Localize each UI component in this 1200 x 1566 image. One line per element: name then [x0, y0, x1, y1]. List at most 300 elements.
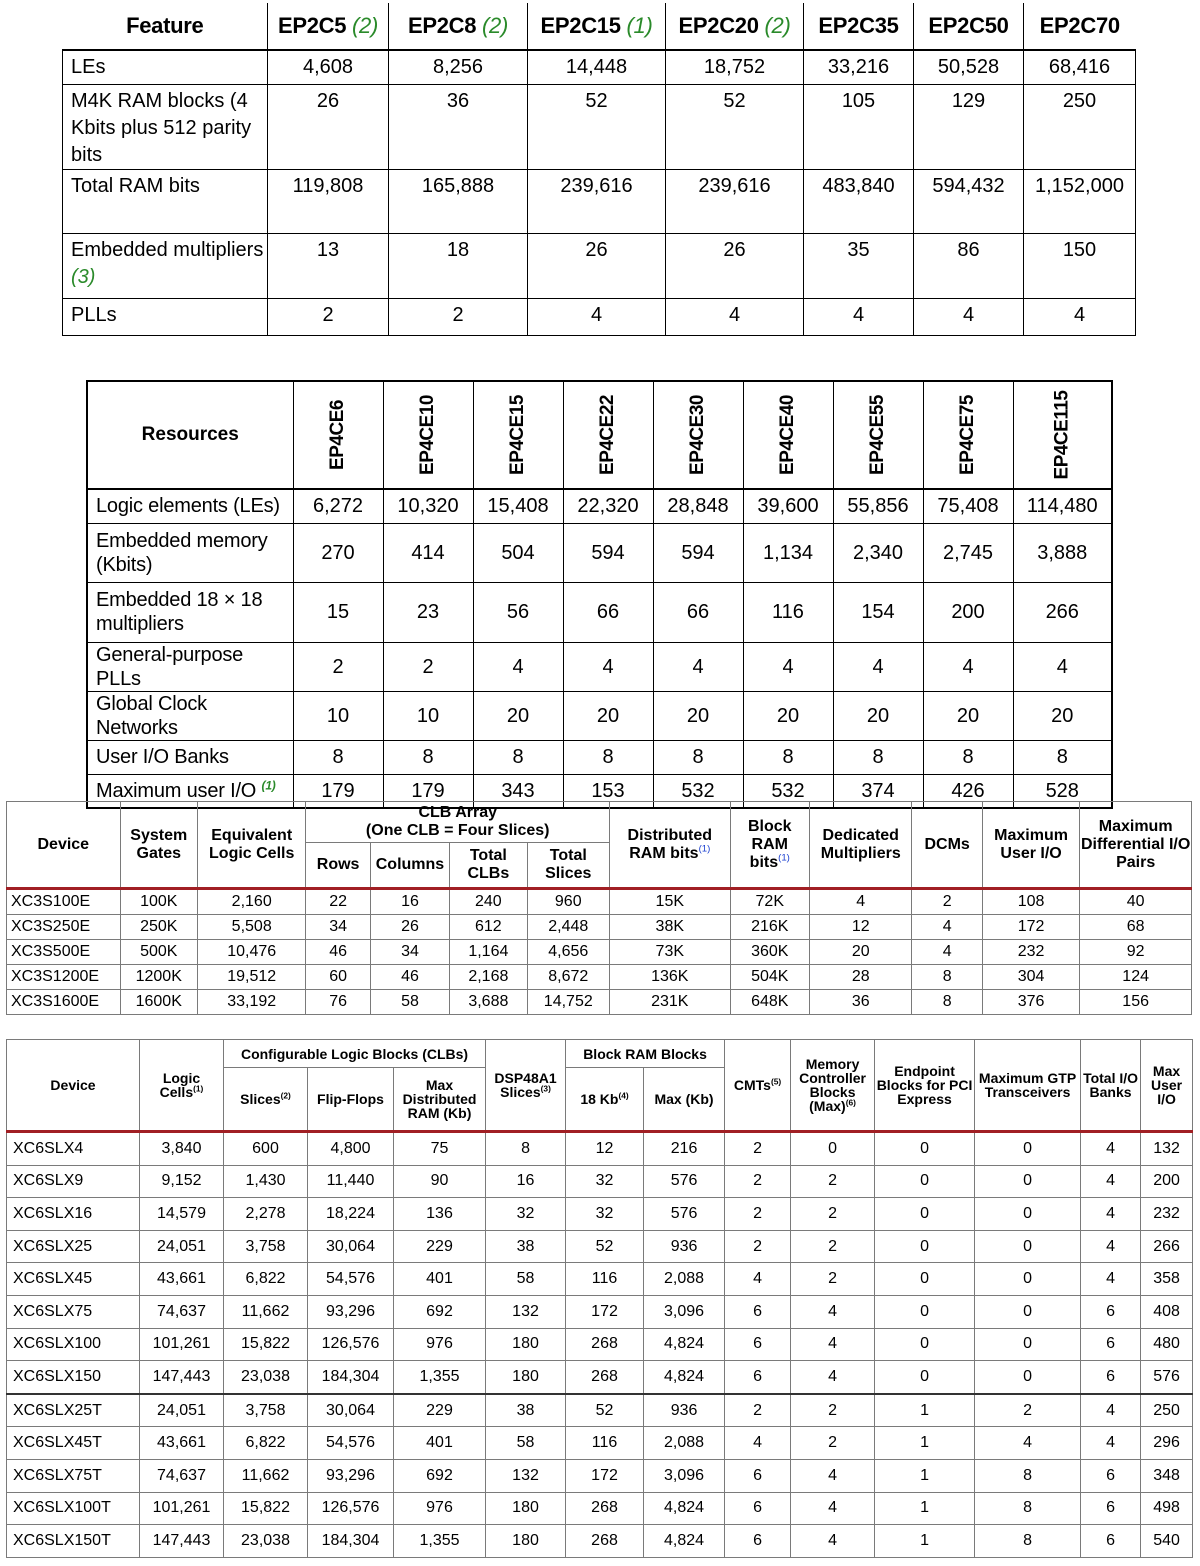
table-cell: 101,261 — [140, 1492, 224, 1525]
table-cell: 4 — [666, 298, 804, 335]
table-cell: 3,888 — [1013, 523, 1112, 582]
table-cell: 26 — [666, 233, 804, 298]
table-cell: 4 — [923, 642, 1013, 691]
table-cell: 374 — [833, 774, 923, 808]
table-cell: 3,840 — [140, 1132, 224, 1166]
row-label — [87, 582, 293, 642]
table-cell: 936 — [644, 1394, 725, 1427]
table-cell: 38K — [609, 915, 730, 940]
table-cell: 4,800 — [308, 1132, 394, 1166]
table-cell: 108 — [982, 889, 1079, 915]
row-label — [87, 691, 293, 740]
table-cell: 20 — [1013, 691, 1112, 740]
table-cell: 68 — [1080, 915, 1192, 940]
table-cell: 92 — [1080, 940, 1192, 965]
table-cell: 6 — [725, 1361, 791, 1394]
table-cell: 0 — [875, 1132, 975, 1166]
table-cell: 4,608 — [268, 50, 389, 84]
table-cell: 0 — [975, 1328, 1081, 1361]
table-cell: 6 — [725, 1295, 791, 1328]
table-cell: 101,261 — [140, 1328, 224, 1361]
table-cell: 10,320 — [383, 489, 473, 523]
equivalent-logic-cells-header: Equivalent Logic Cells — [197, 802, 306, 889]
device-cell: XC6SLX150T — [7, 1525, 140, 1558]
table-cell: 0 — [975, 1295, 1081, 1328]
table-cell: 2 — [791, 1427, 875, 1460]
table-cell: 24,051 — [140, 1394, 224, 1427]
table-cell: 268 — [566, 1492, 644, 1525]
column-header — [1013, 381, 1112, 489]
table-cell: 576 — [644, 1165, 725, 1198]
table-cell: 180 — [486, 1361, 566, 1394]
table-cell: 16 — [370, 889, 449, 915]
table-cell: 4 — [809, 889, 912, 915]
table-cell: 268 — [566, 1525, 644, 1558]
table-row — [87, 691, 1112, 740]
table-cell: 136K — [609, 965, 730, 990]
row-label-text: PLLs — [71, 303, 117, 326]
table-cell: 28 — [809, 965, 912, 990]
table-cell: 2,088 — [644, 1263, 725, 1296]
table-cell: 239,616 — [666, 169, 804, 233]
table-cell: 0 — [875, 1165, 975, 1198]
table-cell: 35 — [804, 233, 914, 298]
column-header — [383, 381, 473, 489]
footnote-ref: (3) — [71, 265, 96, 288]
table-cell: 8 — [975, 1525, 1081, 1558]
table-cell: 0 — [975, 1165, 1081, 1198]
table-cell: 4 — [791, 1295, 875, 1328]
footnote-ref: (2) — [352, 13, 379, 38]
table-row — [63, 84, 1136, 169]
max-user-io-header: Maximum User I/O — [982, 802, 1079, 889]
table-cell: 0 — [875, 1361, 975, 1394]
table-cell: 132 — [486, 1459, 566, 1492]
table-cell: 66 — [563, 582, 653, 642]
column-header — [293, 381, 383, 489]
column-header — [268, 3, 389, 50]
table-body — [7, 889, 1192, 1015]
table-row — [7, 940, 1192, 965]
table-cell: 55,856 — [833, 489, 923, 523]
table-cell: 75 — [394, 1132, 486, 1166]
table-cell: 232 — [982, 940, 1079, 965]
table-row — [7, 1198, 1193, 1231]
column-header-label: Feature — [126, 13, 204, 38]
device-cell: XC6SLX150 — [7, 1361, 140, 1394]
cmts-header: CMTs$^{(5)}$ — [725, 1040, 791, 1132]
column-header — [63, 3, 268, 50]
table-cell: 540 — [1141, 1525, 1193, 1558]
table-cell: 14,448 — [528, 50, 666, 84]
column-header — [923, 381, 1013, 489]
column-header-label: EP2C15 — [540, 13, 621, 38]
device-cell: XC6SLX9 — [7, 1165, 140, 1198]
table-cell: 268 — [566, 1328, 644, 1361]
table-cell: 8 — [975, 1459, 1081, 1492]
table-cell: 20 — [473, 691, 563, 740]
table-body — [63, 50, 1136, 335]
table-row — [7, 1328, 1193, 1361]
table-row — [7, 1427, 1193, 1460]
table-cell: 6,822 — [224, 1427, 308, 1460]
table-cell: 1 — [875, 1459, 975, 1492]
row-label-text: General-purpose PLLs — [96, 643, 244, 690]
table-cell: 4 — [1081, 1132, 1141, 1166]
table-cell: 576 — [644, 1198, 725, 1231]
table-cell: 14,752 — [527, 990, 609, 1015]
table-cell: 10 — [293, 691, 383, 740]
table-cell: 4 — [914, 298, 1024, 335]
pcie-endpoint-header: Endpoint Blocks for PCI Express — [875, 1040, 975, 1132]
table-cell: 34 — [306, 915, 370, 940]
table-cell: 250K — [120, 915, 197, 940]
table-row — [87, 642, 1112, 691]
column-header-label: EP2C5 — [277, 13, 347, 38]
table-cell: 304 — [982, 965, 1079, 990]
table-cell: 200 — [923, 582, 1013, 642]
bram-max-kb-header: Max (Kb) — [644, 1068, 725, 1132]
table-cell: 200 — [1141, 1165, 1193, 1198]
table-cell: 32 — [486, 1198, 566, 1231]
row-label — [87, 642, 293, 691]
table-row — [63, 233, 1136, 298]
table-cell: 2 — [293, 642, 383, 691]
table-cell: 2 — [791, 1198, 875, 1231]
table-cell: 408 — [1141, 1295, 1193, 1328]
table-cell: 14,579 — [140, 1198, 224, 1231]
table-cell: 3,688 — [450, 990, 527, 1015]
table-cell: 0 — [975, 1263, 1081, 1296]
table-cell: 4 — [1081, 1230, 1141, 1263]
table-cell: 74,637 — [140, 1459, 224, 1492]
table-cell: 4 — [1081, 1165, 1141, 1198]
max-diff-io-header: Maximum Differential I/O Pairs — [1080, 802, 1192, 889]
row-label-text: LEs — [71, 56, 106, 78]
column-header-label: EP4CE6 — [327, 400, 348, 470]
device-cell: XC6SLX4 — [7, 1132, 140, 1166]
table-cell: 15K — [609, 889, 730, 915]
table-cell: 976 — [394, 1492, 486, 1525]
table-cell: 66 — [653, 582, 743, 642]
column-header — [666, 3, 804, 50]
table-cell: 498 — [1141, 1492, 1193, 1525]
column-header — [833, 381, 923, 489]
table-cell: 3,096 — [644, 1295, 725, 1328]
table-cell: 43,661 — [140, 1263, 224, 1296]
column-header-label: EP2C70 — [1039, 13, 1120, 38]
device-cell: XC3S1600E — [7, 990, 121, 1015]
table-cell: 5,508 — [197, 915, 306, 940]
device-cell: XC3S500E — [7, 940, 121, 965]
table-cell: 15,822 — [224, 1328, 308, 1361]
table-cell: 4 — [1081, 1198, 1141, 1231]
table-cell: 23,038 — [224, 1525, 308, 1558]
table-cell: 1 — [875, 1427, 975, 1460]
table-cell: 6 — [1081, 1295, 1141, 1328]
table-row — [7, 915, 1192, 940]
table-row — [87, 489, 1112, 523]
table-cell: 114,480 — [1013, 489, 1112, 523]
table-cell: 0 — [875, 1295, 975, 1328]
table-row — [7, 889, 1192, 915]
table-cell: 594 — [563, 523, 653, 582]
table-cell: 75,408 — [923, 489, 1013, 523]
table-cell: 165,888 — [389, 169, 528, 233]
column-header-label: EP2C35 — [818, 13, 899, 38]
table-cell: 33,216 — [804, 50, 914, 84]
table-cell: 2 — [389, 298, 528, 335]
column-header — [743, 381, 833, 489]
spartan-6-table — [6, 1039, 1193, 1558]
table-cell: 147,443 — [140, 1525, 224, 1558]
table-cell: 58 — [486, 1427, 566, 1460]
table-cell: 6 — [725, 1459, 791, 1492]
table-row — [7, 965, 1192, 990]
table-row — [63, 50, 1136, 84]
table-cell: 2,448 — [527, 915, 609, 940]
table-row — [7, 1361, 1193, 1394]
table-cell: 594 — [653, 523, 743, 582]
table-cell: 26 — [528, 233, 666, 298]
row-label-text: Embedded 18 × 18 multipliers — [96, 589, 263, 635]
table-cell: 6 — [1081, 1492, 1141, 1525]
table-cell: 576 — [1141, 1361, 1193, 1394]
table-cell: 0 — [791, 1132, 875, 1166]
footnote-ref: (1) — [626, 13, 653, 38]
distributed-ram-header: Distributed RAM bits$^{(1)}$ — [609, 802, 730, 889]
table-cell: 216 — [644, 1132, 725, 1166]
column-header-label: EP4CE115 — [1051, 390, 1073, 480]
column-header-label: EP2C20 — [678, 13, 759, 38]
table-cell: 30,064 — [308, 1394, 394, 1427]
table-cell: 648K — [730, 990, 809, 1015]
table-cell: 376 — [982, 990, 1079, 1015]
table-cell: 11,440 — [308, 1165, 394, 1198]
table-cell: 358 — [1141, 1263, 1193, 1296]
table-cell: 0 — [975, 1361, 1081, 1394]
table-cell: 34 — [370, 940, 449, 965]
table-cell: 1 — [875, 1394, 975, 1427]
table-cell: 8,672 — [527, 965, 609, 990]
table-cell: 36 — [389, 84, 528, 169]
table-cell: 90 — [394, 1165, 486, 1198]
table-cell: 2,160 — [197, 889, 306, 915]
device-header: Device — [7, 802, 121, 889]
table-cell: 3,096 — [644, 1459, 725, 1492]
table-cell: 4 — [791, 1361, 875, 1394]
table-cell: 179 — [293, 774, 383, 808]
table-cell: 4 — [833, 642, 923, 691]
table-cell: 2,278 — [224, 1198, 308, 1231]
table-cell: 23 — [383, 582, 473, 642]
table-cell: 46 — [370, 965, 449, 990]
device-cell: XC3S1200E — [7, 965, 121, 990]
table-cell: 180 — [486, 1492, 566, 1525]
row-label — [87, 740, 293, 774]
device-cell: XC6SLX16 — [7, 1198, 140, 1231]
table-cell: 528 — [1013, 774, 1112, 808]
device-cell: XC6SLX75 — [7, 1295, 140, 1328]
column-header-label: EP2C8 — [407, 13, 477, 38]
max-distributed-ram-header: Max Distributed RAM (Kb) — [394, 1068, 486, 1132]
table-cell: 58 — [486, 1263, 566, 1296]
table-cell: 594,432 — [914, 169, 1024, 233]
table-cell: 504K — [730, 965, 809, 990]
table-cell: 240 — [450, 889, 527, 915]
table-cell: 30,064 — [308, 1230, 394, 1263]
table-cell: 73K — [609, 940, 730, 965]
table-cell: 8 — [912, 990, 982, 1015]
table-cell: 8 — [293, 740, 383, 774]
table-cell: 76 — [306, 990, 370, 1015]
table-cell: 74,637 — [140, 1295, 224, 1328]
table-cell: 266 — [1141, 1230, 1193, 1263]
table-cell: 172 — [566, 1295, 644, 1328]
header-row — [63, 3, 1136, 50]
table-cell: 2 — [383, 642, 473, 691]
memory-controller-header: Memory Controller Blocks (Max)$^{(6)}$ — [791, 1040, 875, 1132]
table-cell: 6 — [1081, 1459, 1141, 1492]
table-cell: 4 — [1081, 1263, 1141, 1296]
table-cell: 68,416 — [1024, 50, 1136, 84]
table-cell: 22,320 — [563, 489, 653, 523]
table-cell: 43,661 — [140, 1427, 224, 1460]
table-cell: 692 — [394, 1295, 486, 1328]
table-cell: 40 — [1080, 889, 1192, 915]
table-cell: 52 — [566, 1230, 644, 1263]
table-row — [63, 169, 1136, 233]
table-cell: 0 — [975, 1230, 1081, 1263]
table-cell: 343 — [473, 774, 563, 808]
table-cell: 3,758 — [224, 1394, 308, 1427]
table-cell: 10 — [383, 691, 473, 740]
table-cell: 180 — [486, 1328, 566, 1361]
table-cell: 231K — [609, 990, 730, 1015]
table-cell: 93,296 — [308, 1459, 394, 1492]
table-cell: 18,752 — [666, 50, 804, 84]
table-cell: 4 — [473, 642, 563, 691]
table-cell: 976 — [394, 1328, 486, 1361]
max-user-io-header: Max User I/O — [1141, 1040, 1193, 1132]
table-cell: 20 — [653, 691, 743, 740]
row-label — [63, 233, 268, 298]
table-cell: 4 — [1081, 1394, 1141, 1427]
table-cell: 9,152 — [140, 1165, 224, 1198]
table-cell: 1,134 — [743, 523, 833, 582]
table-cell: 116 — [743, 582, 833, 642]
table-cell: 116 — [566, 1427, 644, 1460]
column-header-label: EP4CE75 — [956, 395, 978, 475]
table-cell: 8 — [486, 1132, 566, 1166]
table-cell: 12 — [809, 915, 912, 940]
table-cell: 26 — [268, 84, 389, 169]
table-row — [87, 582, 1112, 642]
table-cell: 39,600 — [743, 489, 833, 523]
table-cell: 1,164 — [450, 940, 527, 965]
table-cell: 172 — [982, 915, 1079, 940]
table-cell: 2,088 — [644, 1427, 725, 1460]
table-cell: 56 — [473, 582, 563, 642]
table-cell: 8 — [1013, 740, 1112, 774]
table-cell: 58 — [370, 990, 449, 1015]
column-header-label: EP4CE30 — [686, 395, 708, 475]
table-row — [7, 1492, 1193, 1525]
table-cell: 38 — [486, 1394, 566, 1427]
table-row — [7, 1230, 1193, 1263]
table-cell: 4 — [791, 1459, 875, 1492]
table-cell: 153 — [563, 774, 653, 808]
table-cell: 4 — [791, 1525, 875, 1558]
table-cell: 60 — [306, 965, 370, 990]
table-cell: 4,656 — [527, 940, 609, 965]
table-cell: 20 — [563, 691, 653, 740]
table-cell: 414 — [383, 523, 473, 582]
table-cell: 4,824 — [644, 1492, 725, 1525]
table-cell: 179 — [383, 774, 473, 808]
table-cell: 33,192 — [197, 990, 306, 1015]
table-cell: 266 — [1013, 582, 1112, 642]
column-header-label: EP2C50 — [928, 13, 1009, 38]
table-cell: 32 — [566, 1165, 644, 1198]
table-cell: 250 — [1141, 1394, 1193, 1427]
table-cell: 50,528 — [914, 50, 1024, 84]
table-row — [7, 1525, 1193, 1558]
table-cell: 216K — [730, 915, 809, 940]
column-header-label: EP4CE10 — [416, 395, 438, 475]
table-cell: 360K — [730, 940, 809, 965]
table-cell: 52 — [528, 84, 666, 169]
rows-header: Rows — [306, 843, 370, 889]
table-cell: 1 — [875, 1525, 975, 1558]
table-cell: 0 — [875, 1263, 975, 1296]
table-cell: 100K — [120, 889, 197, 915]
row-label-text: Embedded memory (Kbits) — [96, 529, 268, 576]
table-cell: 16 — [486, 1165, 566, 1198]
gtp-transceivers-header: Maximum GTP Transceivers — [975, 1040, 1081, 1132]
table-cell: 15 — [293, 582, 383, 642]
table-cell: 2,745 — [923, 523, 1013, 582]
device-cell: XC6SLX45 — [7, 1263, 140, 1296]
table-row — [7, 1263, 1193, 1296]
table-cell: 147,443 — [140, 1361, 224, 1394]
row-label-text: Global Clock Networks — [96, 692, 207, 739]
table-row — [87, 523, 1112, 582]
io-banks-header: Total I/O Banks — [1081, 1040, 1141, 1132]
row-label — [63, 84, 268, 169]
table-cell: 184,304 — [308, 1525, 394, 1558]
table-row — [87, 740, 1112, 774]
table-cell: 180 — [486, 1525, 566, 1558]
table-cell: 119,808 — [268, 169, 389, 233]
table-cell: 480 — [1141, 1328, 1193, 1361]
table-cell: 483,840 — [804, 169, 914, 233]
table-cell: 184,304 — [308, 1361, 394, 1394]
table-cell: 532 — [743, 774, 833, 808]
table-cell: 2 — [725, 1165, 791, 1198]
table-cell: 8 — [743, 740, 833, 774]
column-header-label: EP4CE15 — [506, 395, 528, 475]
dsp-slices-header: DSP48A1 Slices$^{(3)}$ — [486, 1040, 566, 1132]
device-cell: XC3S250E — [7, 915, 121, 940]
table-cell: 8 — [383, 740, 473, 774]
column-header — [389, 3, 528, 50]
table-cell: 4 — [912, 915, 982, 940]
table-cell: 401 — [394, 1263, 486, 1296]
column-header — [653, 381, 743, 489]
table-cell: 18 — [389, 233, 528, 298]
table-cell: 8 — [833, 740, 923, 774]
